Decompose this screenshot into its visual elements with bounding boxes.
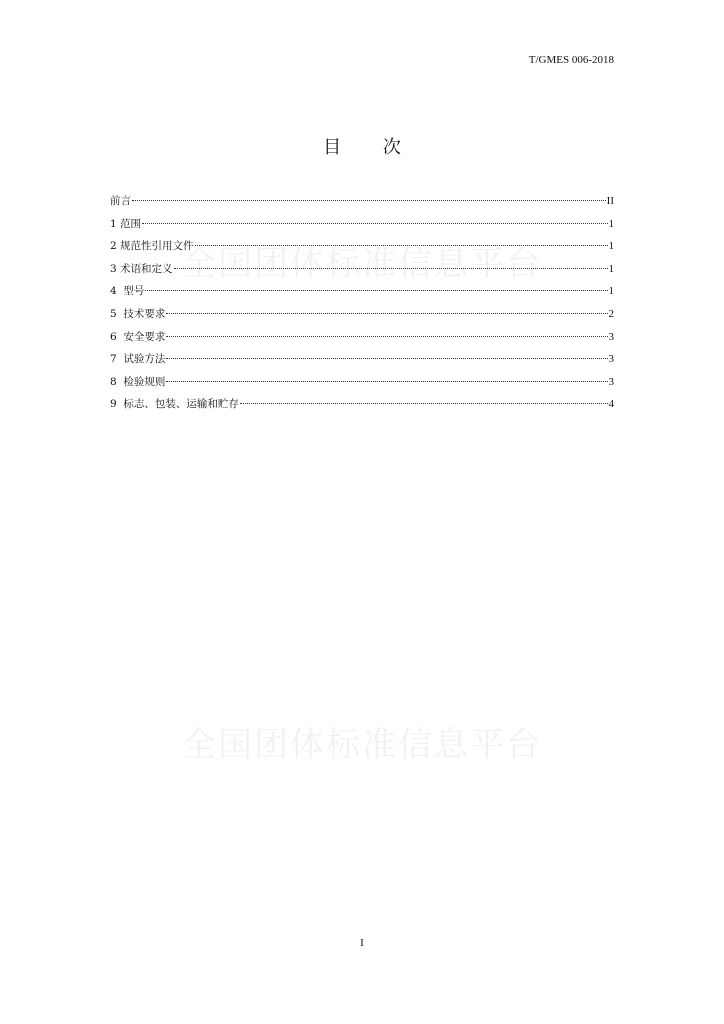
toc-entry-label: 8 检验规则	[110, 375, 166, 388]
toc-entry-page: 3	[608, 375, 614, 388]
toc-entry-label: 6 安全要求	[110, 330, 166, 343]
toc-entry-test-methods[interactable]	[110, 350, 614, 373]
toc-entry-label: 前言	[110, 195, 131, 207]
dot-leader	[166, 313, 607, 314]
toc-entry-page: 4	[608, 398, 614, 411]
toc-entry-label: 3 术语和定义	[110, 262, 173, 275]
dot-leader	[166, 336, 607, 337]
toc-entry-page: II	[606, 195, 614, 207]
table-of-contents	[110, 192, 614, 418]
toc-entry-label: 9 标志、包装、运输和贮存	[110, 398, 239, 411]
toc-entry-page: 1	[608, 285, 614, 298]
dot-leader	[240, 403, 608, 404]
toc-entry-terms-definitions[interactable]	[110, 260, 614, 283]
toc-entry-normative-references[interactable]	[110, 237, 614, 260]
toc-entry-page: 1	[608, 240, 614, 253]
watermark-text: 全国团体标准信息平台	[182, 244, 542, 284]
dot-leader	[132, 200, 606, 201]
toc-entry-marking-packaging[interactable]	[110, 395, 614, 418]
document-code-header: T/GMES 006-2018	[528, 54, 614, 66]
toc-entry-page: 1	[608, 217, 614, 230]
watermark-text: 全国团体标准信息平台	[182, 725, 542, 765]
toc-entry-label: 2 规范性引用文件	[110, 240, 194, 253]
dot-leader	[195, 245, 608, 246]
dot-leader	[166, 358, 607, 359]
toc-entry-scope[interactable]	[110, 215, 614, 238]
toc-entry-label: 5 技术要求	[110, 307, 166, 320]
toc-entry-label: 4 型号	[110, 285, 145, 298]
toc-entry-model[interactable]	[110, 282, 614, 305]
toc-entry-inspection-rules[interactable]	[110, 373, 614, 396]
dot-leader	[142, 223, 607, 224]
toc-entry-technical-requirements[interactable]	[110, 305, 614, 328]
toc-entry-page: 3	[608, 353, 614, 366]
toc-entry-label: 7 试验方法	[110, 353, 166, 366]
toc-entry-page: 1	[608, 262, 614, 275]
page-number: I	[360, 937, 364, 949]
dot-leader	[174, 268, 608, 269]
dot-leader	[166, 381, 607, 382]
toc-entry-safety-requirements[interactable]	[110, 328, 614, 351]
toc-entry-foreword[interactable]	[110, 192, 614, 215]
dot-leader	[145, 290, 607, 291]
toc-entry-label: 1 范围	[110, 217, 142, 230]
toc-entry-page: 2	[608, 307, 614, 320]
toc-entry-page: 3	[608, 330, 614, 343]
toc-title: 目 次	[323, 137, 419, 158]
